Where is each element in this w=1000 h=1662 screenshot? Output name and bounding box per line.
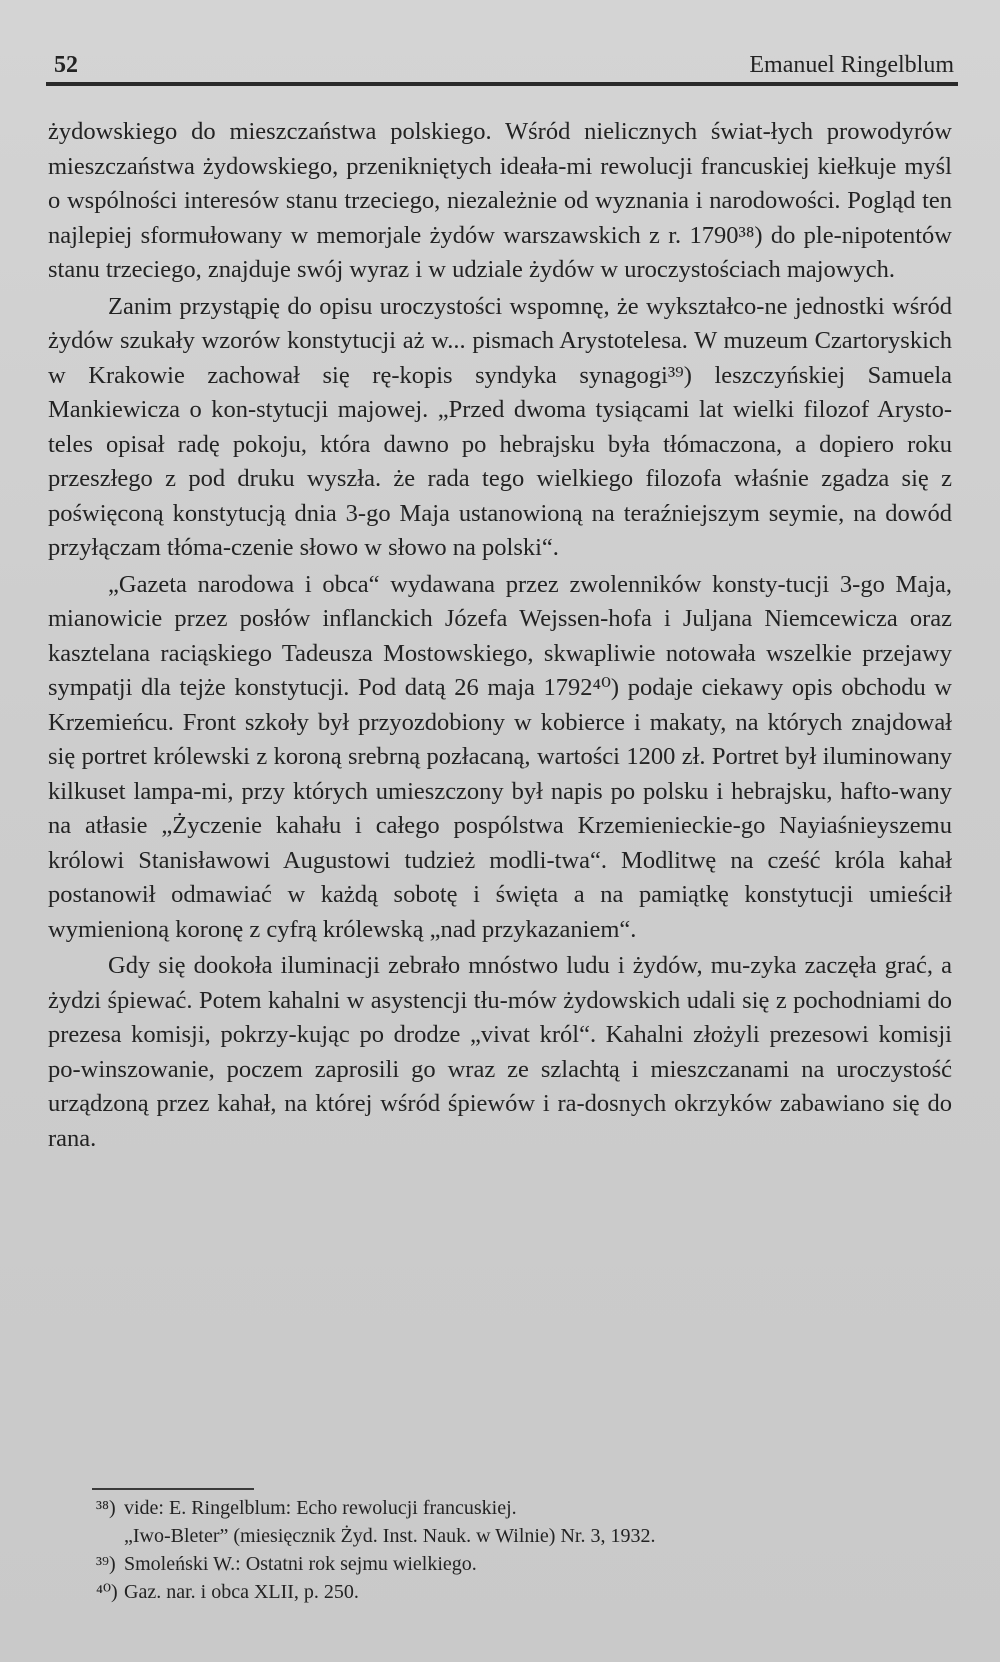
page-header (46, 48, 954, 82)
footnote-text: Smoleński W.: Ostatni rok sejmu wielkiego. (124, 1553, 477, 1575)
body-text (48, 115, 952, 1158)
footnote-mark: ⁴⁰) (96, 1581, 118, 1603)
paragraph: „Gazeta narodowa i obca“ wydawana przez zwolenników konsty-tucji 3-go Maja, mianowicie przez posłów inflanckich Józefa Wejssen-hofa i Juljana Niemcewicza oraz kasztelana raciąskiego Tadeusza Mostowskiego, skwapliwie notowała wszelkie przejawy sympatji dla tejże konstytucji. Pod datą 26 maja 1792⁴⁰) podaje ciekawy opis obchodu w Krzemieńcu. Front szkoły był przyozdobiony w kobierce i makaty, na których znajdował się portret królewski z koroną srebrną pozłacaną, wartości 1200 zł. Portret był iluminowany kilkuset lampa-mi, przy których umieszczony był napis po polsku i hebrajsku, hafto-wany na atłasie „Życzenie kahału i całego pospólstwa Krzemienieckie-go Nayiaśnieyszemu królowi Stanisławowi Augustowi tudzież modli-twa“. Modlitwę na cześć króla kahał postanowił odmawiać w każdą sobotę i święta a na pamiątkę konstytucji umieścił wymienioną koronę z cyfrą królewską „nad przykazaniem“. (48, 570, 952, 943)
footnote-mark: ³⁸) (96, 1497, 116, 1519)
footnote-text: vide: E. Ringelblum: Echo rewolucji francuskiej. (124, 1497, 517, 1519)
footnote-mark: ³⁹) (96, 1553, 116, 1575)
footnotes (96, 1494, 936, 1606)
footnote-rule (92, 1488, 254, 1490)
footnote-38-continued (96, 1522, 936, 1550)
running-head: Emanuel Ringelblum (749, 52, 954, 78)
footnote-text: „Iwo-Bleter” (miesięcznik Żyd. Inst. Nauk. w Wilnie) Nr. 3, 1932. (124, 1525, 656, 1547)
footnote-39 (96, 1550, 936, 1578)
paragraph: Zanim przystąpię do opisu uroczystości wspomnę, że wykształco-ne jednostki wśród żydów szukały wzorów konstytucji aż w... pismach Arystotelesa. W muzeum Czartoryskich w Krakowie zachował się rę-kopis syndyka synagogi³⁹) leszczyńskiej Samuela Mankiewicza o kon-stytucji majowej. „Przed dwoma tysiącami lat wielki filozof Arysto-teles opisał radę pokoju, która dawno po hebrajsku była tłómaczona, a dopiero roku przeszłego z pod druku wyszła. że rada tego wielkiego filozofa właśnie zgadza się z poświęconą konstytucją dnia 3-go Maja ustanowioną na teraźniejszym seymie, na dowód przyłączam tłóma-czenie słowo w słowo na polski“. (48, 292, 952, 561)
footnote-38 (96, 1494, 936, 1522)
footnote-40 (96, 1578, 936, 1606)
footnote-text: Gaz. nar. i obca XLII, p. 250. (124, 1581, 359, 1603)
page-number: 52 (54, 52, 78, 78)
paragraph: Gdy się dookoła iluminacji zebrało mnóstwo ludu i żydów, mu-zyka zaczęła grać, a żydzi śpiewać. Potem kahalni w asystencji tłu-mów żydowskich udali się z pochodniami do prezesa komisji, pokrzy-kując po drodze „vivat król“. Kahalni złożyli prezesowi komisji po-winszowanie, poczem zaprosili go wraz ze szlachtą i mieszczanami na uroczystość urządzoną przez kahał, na której wśród śpiewów i ra-dosnych okrzyków zabawiano się do rana. (48, 952, 952, 1152)
paragraph: żydowskiego do mieszczaństwa polskiego. Wśród nielicznych świat-łych prowodyrów mieszczaństwa żydowskiego, przenikniętych ideała-mi rewolucji francuskiej kiełkuje myśl o wspólności interesów stanu trzeciego, niezależnie od wyznania i narodowości. Pogląd ten najlepiej sformułowany w memorjale żydów warszawskich z r. 1790³⁸) do ple-nipotentów stanu trzeciego, znajduje swój wyraz i w udziale żydów w uroczystościach majowych. (48, 118, 952, 283)
header-rule (46, 82, 958, 86)
